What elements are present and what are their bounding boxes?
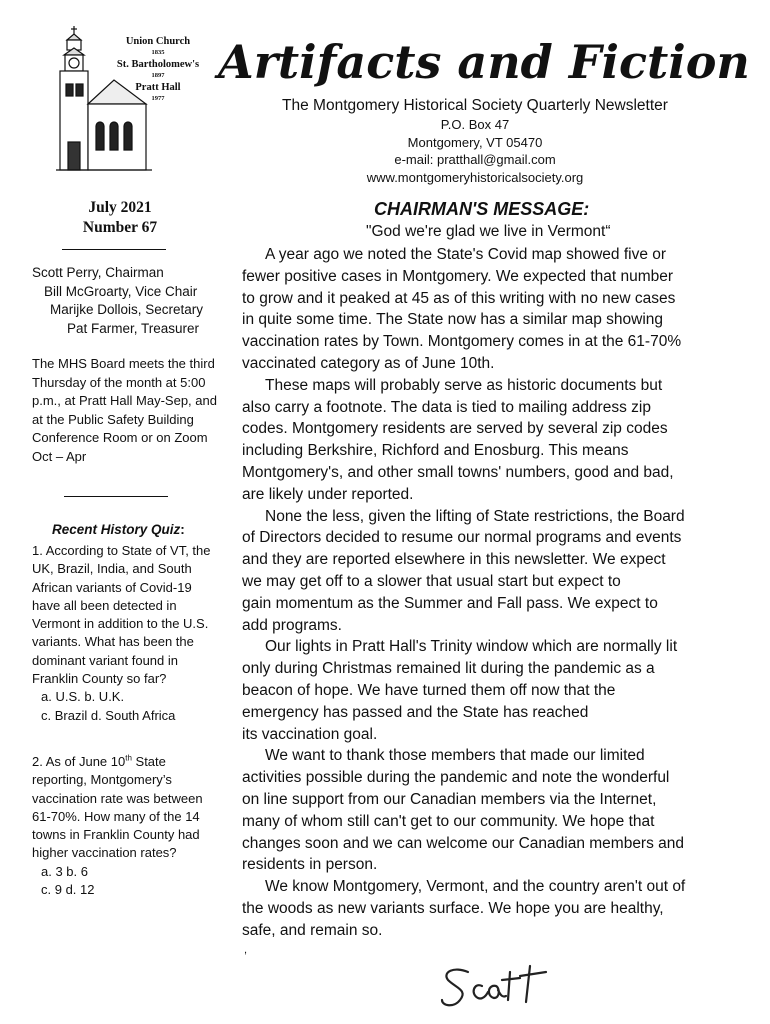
officer-chairman: Scott Perry, Chairman	[32, 265, 164, 280]
article-line: changes soon and we can welcome our Canadian members and	[242, 834, 685, 852]
article-line: gain momentum as the Summer and Fall pass. We expect to	[242, 594, 658, 612]
quiz-question-2	[32, 753, 222, 899]
officer-treasurer: Pat Farmer, Treasurer	[67, 320, 200, 336]
article-line: to grow and it peaked at 45 as of this writing with no new cases	[242, 289, 676, 307]
article-line: and they are reported elsewhere in this newsletter. We expect	[242, 551, 666, 569]
contact-block	[300, 116, 650, 186]
article-line: safe, and remain so.	[242, 921, 383, 939]
article-line: the woods as new variants surface. We hope you are healthy,	[242, 899, 664, 917]
quiz-heading	[52, 521, 250, 539]
chairman-heading: CHAIRMAN'S MESSAGE:	[374, 199, 590, 219]
quiz-q2-superscript: th	[125, 753, 132, 763]
article-line: fewer positive cases in Montgomery. We expected that number	[242, 267, 674, 285]
article-line: These maps will probably serve as historic documents but	[265, 376, 663, 394]
officer-vice-chair: Bill McGroarty, Vice Chair	[44, 283, 198, 299]
quiz-options-row: c. 9 d. 12	[41, 882, 95, 898]
article-paragraph	[242, 876, 752, 941]
article-line: Our lights in Pratt Hall's Trinity window which are normally lit	[265, 638, 678, 656]
email-address: e-mail: pratthall@gmail.com	[394, 152, 556, 167]
article-paragraph	[242, 506, 752, 637]
logo-hall-name: Pratt Hall	[135, 82, 181, 93]
article-line: emergency has passed and the State has reached	[242, 703, 589, 721]
article-line: Montgomery's, and other small towns' numbers, good and bad,	[242, 463, 674, 481]
po-box: P.O. Box 47	[440, 117, 510, 132]
article-line: We want to thank those members that made our limited	[265, 747, 645, 765]
article-line: residents in person.	[242, 856, 378, 874]
website-url: www.montgomeryhistoricalsociety.org	[366, 169, 584, 185]
church-illustration	[56, 26, 152, 170]
sidebar	[0, 198, 250, 899]
article-line: vaccination rates by Town. Montgomery comes in at the 61-70%	[242, 333, 682, 351]
quiz-question-1-text: 1. According to State of VT, the UK, Brazil, India, and South African variants of Covid-19 have all been detected in Vermont in addition to the U.S. variants. What has been the dominant variant found in Franklin County so far?	[32, 543, 211, 687]
article-line: many of whom still can't get to our community. We hope that	[242, 812, 655, 830]
logo-church-name: Union Church	[125, 36, 191, 47]
article-body	[242, 244, 752, 942]
chairman-message	[242, 198, 752, 957]
quiz-options-row: c. Brazil d. South Africa	[41, 707, 176, 723]
article-line: beacon of hope. We have turned them off now that the	[242, 681, 616, 699]
officers-list	[32, 264, 246, 338]
quiz-question-2-text	[32, 753, 222, 863]
divider	[62, 249, 166, 250]
church-logo	[56, 24, 216, 184]
article-line: of Directors decided to resume our normal programs and events	[242, 529, 682, 547]
article-line: We know Montgomery, Vermont, and the country aren't out of	[265, 878, 686, 896]
quiz-q2-text-after: State reporting, Montgomery’s vaccination rate was between 61-70%. How many of the 14 towns in Franklin County had higher vaccination rates?	[32, 753, 203, 861]
quiz-heading-colon: :	[180, 522, 185, 537]
newsletter-subtitle: The Montgomery Historical Society Quarterly Newsletter	[282, 97, 668, 114]
article-line: including Berkshire, Richford and Enosburg. This means	[242, 442, 629, 460]
divider	[64, 496, 168, 497]
board-meeting-info: The MHS Board meets the third Thursday of the month at 5:00 p.m., at Pratt Hall May-Sep, and at the Public Safety Building Conference Room or on Zoom Oct – Apr	[32, 356, 217, 464]
logo-year-1977: 1977	[151, 95, 165, 102]
article-line: vaccinated category as of June 10th.	[242, 354, 495, 372]
article-paragraph	[242, 636, 752, 745]
quiz-options-row: a. 3 b. 6	[41, 863, 88, 879]
quiz-options-row: a. U.S. b. U.K.	[41, 689, 125, 705]
city-address: Montgomery, VT 05470	[407, 134, 543, 150]
quiz-q2-text-before: 2. As of June 10	[32, 753, 126, 769]
article-line: activities possible during the pandemic and note the wonderful	[242, 769, 670, 787]
quiz-question-1	[32, 542, 222, 725]
article-line: also carry a footnote. The data is tied to mailing address zip	[242, 398, 651, 416]
logo-year-1835: 1835	[151, 49, 165, 56]
article-line: A year ago we noted the State's Covid map showed five or	[265, 246, 667, 263]
article-line: add programs.	[242, 616, 342, 634]
article-line: its vaccination goal.	[242, 725, 378, 743]
article-line: None the less, given the lifting of State restrictions, the Board	[265, 507, 685, 525]
issue-date: July 2021	[88, 199, 152, 216]
trailing-mark: ,	[244, 943, 248, 956]
newsletter-title: Artifacts and Fiction	[218, 35, 750, 89]
article-paragraph	[242, 244, 752, 375]
article-paragraph	[242, 745, 752, 876]
article-line: codes. Montgomery residents are served by several zip codes	[242, 420, 668, 438]
article-paragraph	[242, 375, 752, 506]
article-line: are likely under reported.	[242, 485, 414, 503]
officer-secretary: Marijke Dollois, Secretary	[50, 302, 204, 317]
quiz-heading-text: Recent History Quiz	[52, 522, 181, 537]
signature-image	[438, 962, 554, 1010]
article-line: only during Christmas remained lit during the pandemic as a	[242, 660, 655, 678]
issue-number: Number 67	[82, 219, 158, 236]
article-line: we may get off to a slower that usual start but expect to	[242, 572, 621, 590]
logo-year-1897: 1897	[151, 72, 165, 79]
chairman-quote: "God we're glad we live in Vermont“	[366, 223, 611, 240]
logo-church-name-2: St. Bartholomew's	[116, 59, 200, 70]
article-line: on line support from our Canadian members via the Internet,	[242, 790, 657, 808]
article-line: in quite some time. The State now has a similar map showing	[242, 311, 663, 329]
